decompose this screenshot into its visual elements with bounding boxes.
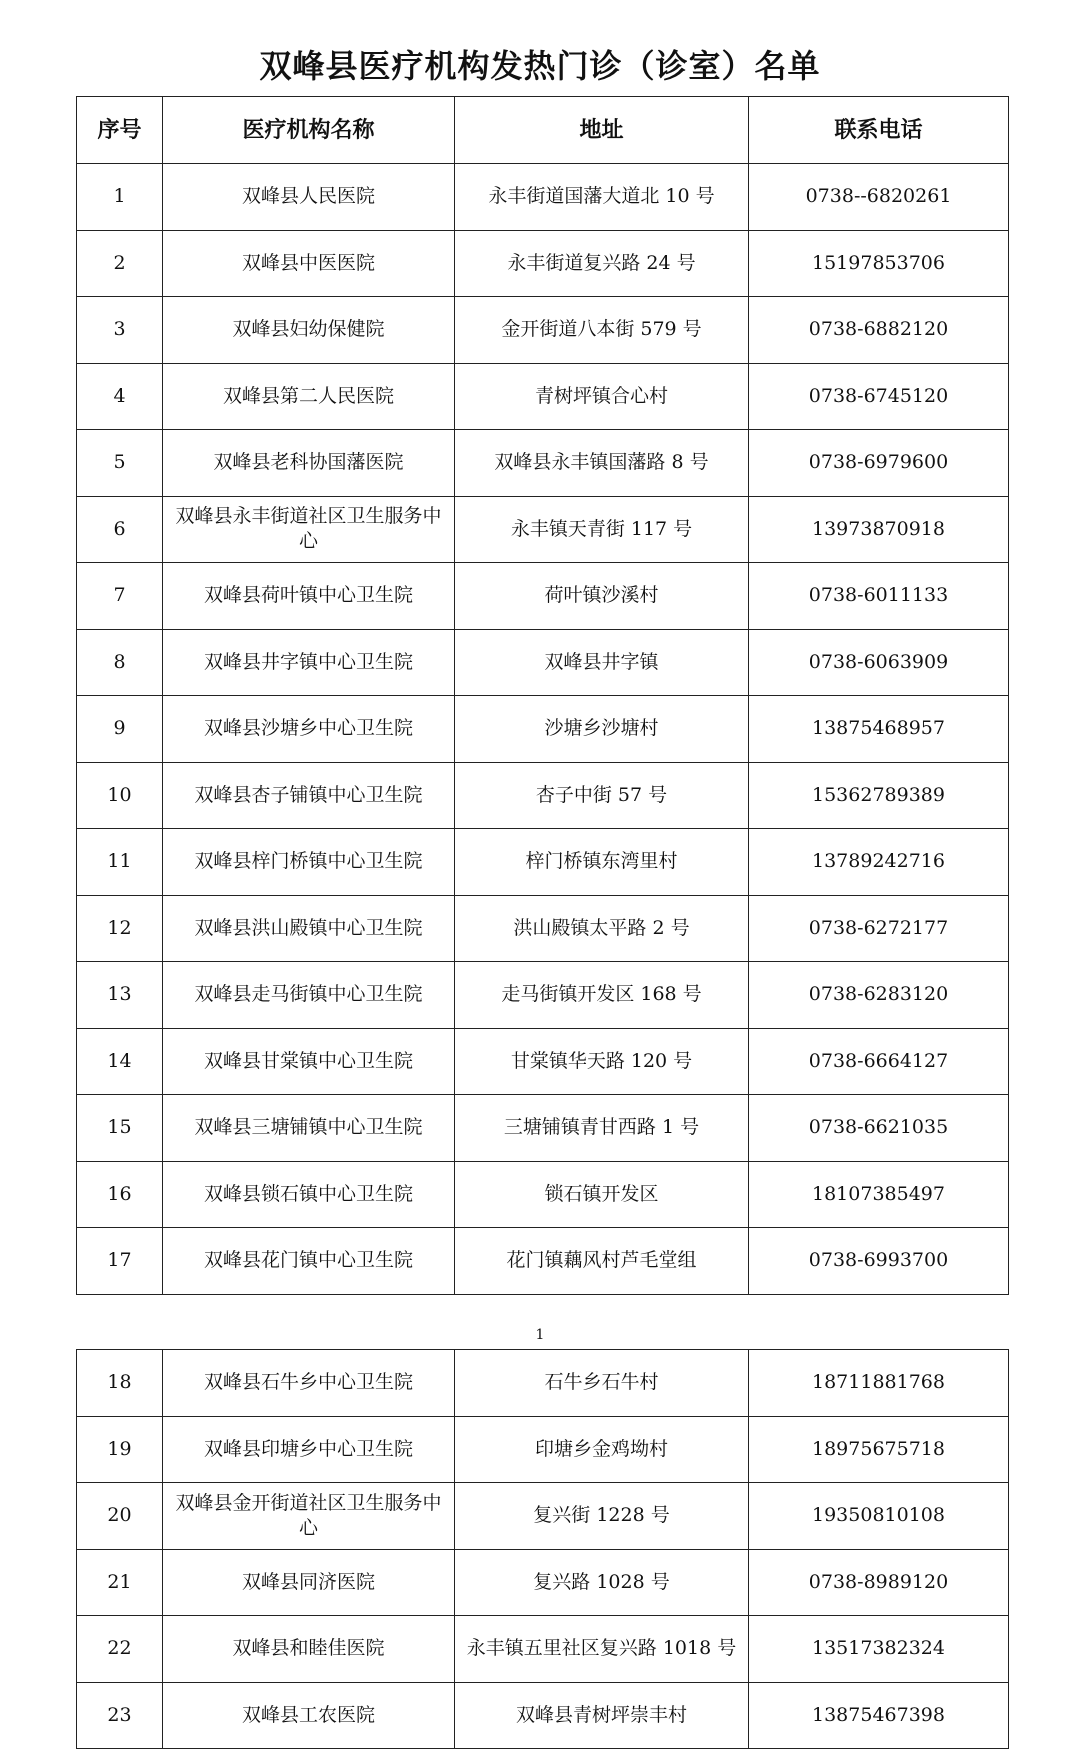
- cell-phone: 18711881768: [749, 1350, 1009, 1417]
- cell-serial-number: 8: [77, 629, 163, 696]
- page-number: 1: [535, 1327, 545, 1343]
- cell-address: 双峰县永丰镇国藩路 8 号: [455, 430, 749, 497]
- table-row: [77, 1616, 1009, 1683]
- table-row: [77, 363, 1009, 430]
- table-row: [77, 496, 1009, 563]
- header-serial-number: 序号: [77, 97, 163, 164]
- cell-phone: 13875467398: [749, 1682, 1009, 1749]
- cell-phone: 0738-6979600: [749, 430, 1009, 497]
- cell-institution-name: 双峰县第二人民医院: [163, 363, 455, 430]
- cell-serial-number: 5: [77, 430, 163, 497]
- cell-address: 永丰镇五里社区复兴路 1018 号: [455, 1616, 749, 1683]
- cell-phone: 0738-6272177: [749, 895, 1009, 962]
- cell-institution-name: 双峰县锁石镇中心卫生院: [163, 1161, 455, 1228]
- cell-address: 荷叶镇沙溪村: [455, 563, 749, 630]
- table-row: [77, 962, 1009, 1029]
- cell-serial-number: 19: [77, 1416, 163, 1483]
- cell-phone: 0738-8989120: [749, 1549, 1009, 1616]
- cell-institution-name: 双峰县同济医院: [163, 1549, 455, 1616]
- cell-institution-name: 双峰县杏子铺镇中心卫生院: [163, 762, 455, 829]
- table-row: [77, 1416, 1009, 1483]
- cell-address: 走马街镇开发区 168 号: [455, 962, 749, 1029]
- cell-address: 花门镇藕风村芦毛堂组: [455, 1228, 749, 1295]
- cell-address: 锁石镇开发区: [455, 1161, 749, 1228]
- table-row: [77, 829, 1009, 896]
- cell-address: 印塘乡金鸡坳村: [455, 1416, 749, 1483]
- cell-institution-name: 双峰县三塘铺镇中心卫生院: [163, 1095, 455, 1162]
- cell-institution-name: 双峰县永丰街道社区卫生服务中心: [163, 496, 455, 563]
- table-row: [77, 1350, 1009, 1417]
- cell-address: 永丰镇天青街 117 号: [455, 496, 749, 563]
- table-row: [77, 1682, 1009, 1749]
- cell-serial-number: 3: [77, 297, 163, 364]
- table-row: [77, 895, 1009, 962]
- cell-phone: 18975675718: [749, 1416, 1009, 1483]
- cell-phone: 0738-6993700: [749, 1228, 1009, 1295]
- cell-serial-number: 10: [77, 762, 163, 829]
- table-row: [77, 430, 1009, 497]
- cell-phone: 18107385497: [749, 1161, 1009, 1228]
- table-row: [77, 1028, 1009, 1095]
- cell-institution-name: 双峰县井字镇中心卫生院: [163, 629, 455, 696]
- cell-phone: 0738-6882120: [749, 297, 1009, 364]
- cell-phone: 0738-6664127: [749, 1028, 1009, 1095]
- cell-phone: 0738-6011133: [749, 563, 1009, 630]
- cell-address: 石牛乡石牛村: [455, 1350, 749, 1417]
- cell-institution-name: 双峰县洪山殿镇中心卫生院: [163, 895, 455, 962]
- table-header-row: [77, 97, 1009, 164]
- cell-address: 三塘铺镇青甘西路 1 号: [455, 1095, 749, 1162]
- table-row: [77, 696, 1009, 763]
- table-row: [77, 1549, 1009, 1616]
- cell-institution-name: 双峰县老科协国藩医院: [163, 430, 455, 497]
- cell-phone: 13517382324: [749, 1616, 1009, 1683]
- cell-serial-number: 4: [77, 363, 163, 430]
- table-row: [77, 629, 1009, 696]
- cell-institution-name: 双峰县妇幼保健院: [163, 297, 455, 364]
- cell-phone: 15362789389: [749, 762, 1009, 829]
- cell-institution-name: 双峰县走马街镇中心卫生院: [163, 962, 455, 1029]
- table-row: [77, 230, 1009, 297]
- cell-address: 沙塘乡沙塘村: [455, 696, 749, 763]
- table-row: [77, 1483, 1009, 1550]
- cell-phone: 13875468957: [749, 696, 1009, 763]
- cell-phone: 0738-6621035: [749, 1095, 1009, 1162]
- cell-institution-name: 双峰县甘棠镇中心卫生院: [163, 1028, 455, 1095]
- cell-institution-name: 双峰县石牛乡中心卫生院: [163, 1350, 455, 1417]
- cell-phone: 19350810108: [749, 1483, 1009, 1550]
- cell-address: 复兴街 1228 号: [455, 1483, 749, 1550]
- cell-serial-number: 16: [77, 1161, 163, 1228]
- cell-serial-number: 15: [77, 1095, 163, 1162]
- cell-serial-number: 23: [77, 1682, 163, 1749]
- cell-address: 复兴路 1028 号: [455, 1549, 749, 1616]
- clinic-table-page-2: [76, 1349, 1009, 1749]
- cell-serial-number: 2: [77, 230, 163, 297]
- cell-serial-number: 12: [77, 895, 163, 962]
- table-row: [77, 164, 1009, 231]
- cell-phone: 15197853706: [749, 230, 1009, 297]
- cell-address: 青树坪镇合心村: [455, 363, 749, 430]
- header-institution-name: 医疗机构名称: [163, 97, 455, 164]
- cell-serial-number: 13: [77, 962, 163, 1029]
- cell-address: 双峰县井字镇: [455, 629, 749, 696]
- cell-serial-number: 6: [77, 496, 163, 563]
- cell-institution-name: 双峰县沙塘乡中心卫生院: [163, 696, 455, 763]
- cell-address: 双峰县青树坪崇丰村: [455, 1682, 749, 1749]
- cell-serial-number: 11: [77, 829, 163, 896]
- cell-serial-number: 14: [77, 1028, 163, 1095]
- cell-serial-number: 22: [77, 1616, 163, 1683]
- cell-institution-name: 双峰县印塘乡中心卫生院: [163, 1416, 455, 1483]
- cell-institution-name: 双峰县荷叶镇中心卫生院: [163, 563, 455, 630]
- cell-institution-name: 双峰县梓门桥镇中心卫生院: [163, 829, 455, 896]
- header-address: 地址: [455, 97, 749, 164]
- cell-address: 杏子中街 57 号: [455, 762, 749, 829]
- cell-address: 梓门桥镇东湾里村: [455, 829, 749, 896]
- table-row: [77, 1161, 1009, 1228]
- cell-address: 永丰街道国藩大道北 10 号: [455, 164, 749, 231]
- cell-serial-number: 1: [77, 164, 163, 231]
- cell-serial-number: 18: [77, 1350, 163, 1417]
- table-row: [77, 1228, 1009, 1295]
- table-row: [77, 762, 1009, 829]
- cell-address: 甘棠镇华天路 120 号: [455, 1028, 749, 1095]
- cell-address: 洪山殿镇太平路 2 号: [455, 895, 749, 962]
- document-title: 双峰县医疗机构发热门诊（诊室）名单: [259, 47, 821, 85]
- cell-serial-number: 20: [77, 1483, 163, 1550]
- cell-phone: 0738--6820261: [749, 164, 1009, 231]
- cell-serial-number: 21: [77, 1549, 163, 1616]
- cell-serial-number: 7: [77, 563, 163, 630]
- table-row: [77, 1095, 1009, 1162]
- clinic-table-page-1: [76, 96, 1009, 1295]
- cell-institution-name: 双峰县金开街道社区卫生服务中心: [163, 1483, 455, 1550]
- cell-serial-number: 17: [77, 1228, 163, 1295]
- cell-phone: 0738-6283120: [749, 962, 1009, 1029]
- cell-institution-name: 双峰县花门镇中心卫生院: [163, 1228, 455, 1295]
- cell-phone: 0738-6745120: [749, 363, 1009, 430]
- cell-phone: 13973870918: [749, 496, 1009, 563]
- table-row: [77, 297, 1009, 364]
- cell-institution-name: 双峰县人民医院: [163, 164, 455, 231]
- cell-serial-number: 9: [77, 696, 163, 763]
- cell-institution-name: 双峰县工农医院: [163, 1682, 455, 1749]
- cell-address: 永丰街道复兴路 24 号: [455, 230, 749, 297]
- table-row: [77, 563, 1009, 630]
- cell-address: 金开街道八本街 579 号: [455, 297, 749, 364]
- cell-phone: 13789242716: [749, 829, 1009, 896]
- cell-institution-name: 双峰县和睦佳医院: [163, 1616, 455, 1683]
- cell-institution-name: 双峰县中医医院: [163, 230, 455, 297]
- header-phone: 联系电话: [749, 97, 1009, 164]
- cell-phone: 0738-6063909: [749, 629, 1009, 696]
